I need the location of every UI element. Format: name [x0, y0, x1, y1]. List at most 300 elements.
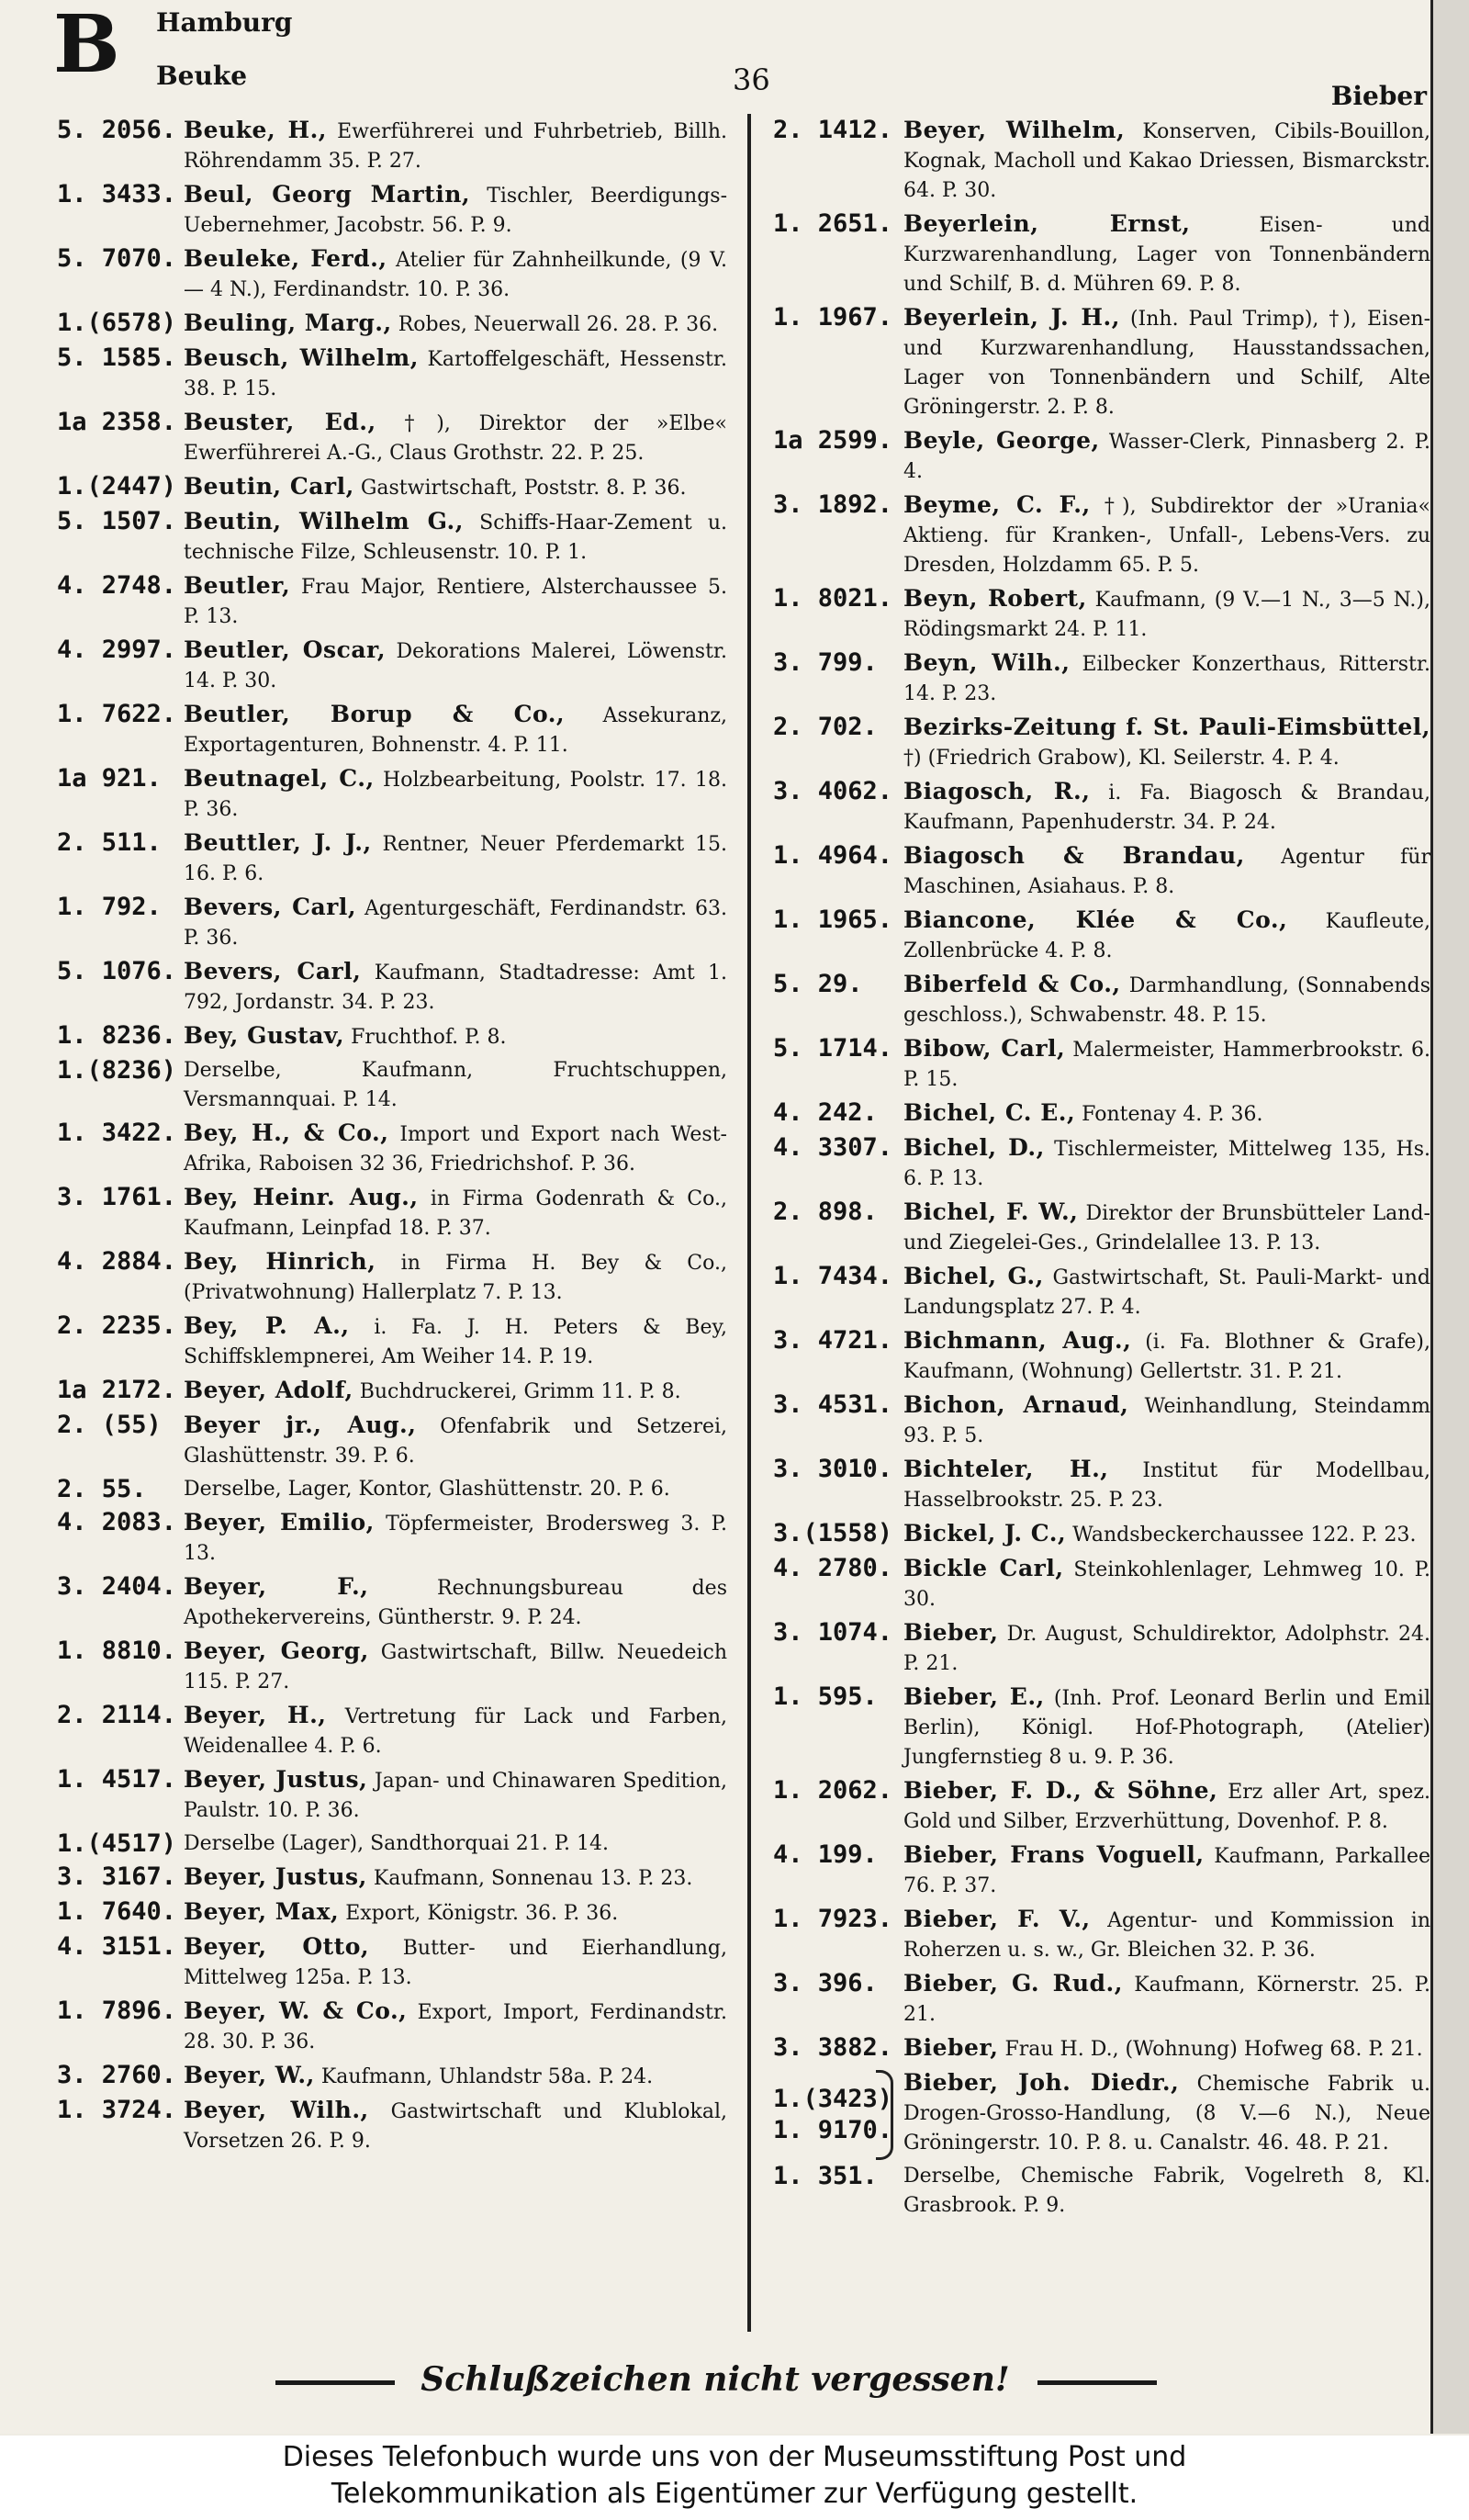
entry-details: Konserven, Cibils-Bouillon, Kognak, Macholl und Kakao Driessen, Bismarckstr. 64. P. 30.	[903, 120, 1430, 202]
entry-number: 2. 898.	[773, 1198, 878, 1226]
entry-name: Bichmann, Aug.,	[903, 1327, 1132, 1354]
entry-name: Beyer, F.,	[184, 1573, 369, 1600]
entry-number: 1.(4517)	[57, 1829, 177, 1858]
directory-entry	[57, 636, 727, 696]
entry-text	[903, 2033, 1430, 2064]
entry-details: Kaufmann, (9 V.—1 N., 3—5 N.), Rödingsmarkt 24. P. 11.	[903, 589, 1430, 641]
entry-name: Bevers, Carl,	[184, 894, 357, 920]
entry-name: Beyer, Emilio,	[184, 1509, 375, 1536]
credit-line-2: Telekommunikation als Eigentümer zur Verfügung gestellt.	[331, 2478, 1138, 2510]
entry-text	[184, 1376, 727, 1407]
directory-entry	[773, 1776, 1430, 1837]
entry-number: 1. 8021.	[773, 584, 893, 613]
entry-details: Assekuranz, Exportagenturen, Bohnenstr. 4. P. 11.	[184, 704, 727, 757]
entry-number: 1. 792.	[57, 893, 162, 921]
directory-entry	[57, 1862, 727, 1894]
entry-details: Kartoffelgeschäft, Hessenstr. 38. P. 15.	[184, 348, 727, 400]
entry-name: Bieber, G. Rud.,	[903, 1970, 1123, 1997]
entry-text	[184, 957, 727, 1018]
entry-details: i. Fa. Biagosch & Brandau, Kaufmann, Papenhuderstr. 34. P. 24.	[903, 782, 1430, 834]
entry-details: Japan- und Chinawaren Spedition, Paulstr. 10. P. 36.	[184, 1770, 727, 1822]
adjacent-page-edge	[1430, 0, 1469, 2434]
entry-name: Bezirks-Zeitung f. St. Pauli-Eimsbüttel,	[903, 714, 1430, 740]
directory-entry	[57, 957, 727, 1018]
entry-details: Gastwirtschaft, Poststr. 8. P. 36.	[360, 477, 687, 500]
entry-text	[903, 1198, 1430, 1258]
entry-number: 4. 3151.	[57, 1932, 177, 1961]
entry-name: Beuttler, J. J.,	[184, 829, 372, 856]
entry-name: Beyer, Otto,	[184, 1933, 370, 1960]
entry-text	[184, 636, 727, 696]
entry-number: 1. 7434.	[773, 1262, 893, 1290]
entry-number: 5. 7070.	[57, 244, 177, 273]
entry-name: Beutin, Carl,	[184, 473, 354, 500]
directory-entry	[57, 1376, 727, 1407]
credit-line-1: Dieses Telefonbuch wurde uns von der Museumsstiftung Post und	[282, 2441, 1187, 2473]
directory-entry	[57, 1932, 727, 1993]
entry-details: Import und Export nach West-Afrika, Raboisen 32 36, Friedrichshof. P. 36.	[184, 1123, 727, 1176]
entry-details: Ofenfabrik und Setzerei, Glashüttenstr. 39. P. 6.	[184, 1415, 728, 1468]
entry-number: 4. 2997.	[57, 636, 177, 664]
entry-number: 1. 4517.	[57, 1765, 177, 1794]
entry-number: 2. 702.	[773, 713, 878, 741]
entry-details: (Inh. Paul Trimp), †), Eisen- und Kurzwarenhandlung, Hausstandssachen, Lager von Tonnenbändern und Schilf, Alte Gröningerstr. 2. P. 8.	[903, 308, 1430, 419]
entry-number: 3. 2404.	[57, 1572, 177, 1601]
directory-entry	[773, 1905, 1430, 1965]
entry-number: 4. 199.	[773, 1840, 878, 1869]
entry-number: 1a 2172.	[57, 1376, 177, 1404]
directory-entry	[773, 970, 1430, 1030]
entry-number: 2. 2235.	[57, 1311, 177, 1340]
entry-name: Beuleke, Ferd.,	[184, 245, 387, 272]
directory-entry	[773, 490, 1430, 580]
directory-entry	[57, 1311, 727, 1372]
entry-details: Kaufmann, Körnerstr. 25. P. 21.	[903, 1974, 1430, 2026]
directory-entry	[773, 648, 1430, 709]
directory-entry	[773, 2033, 1430, 2064]
entry-text	[184, 1183, 727, 1243]
entry-details: Ewerführerei und Fuhrbetrieb, Billh. Röhrendamm 35. P. 27.	[184, 120, 727, 173]
entry-number: 3. 2760.	[57, 2061, 177, 2089]
entry-text	[903, 1262, 1430, 1322]
entry-text	[903, 1326, 1430, 1387]
entry-details: Gastwirtschaft und Klublokal, Vorsetzen 26. P. 9.	[184, 2100, 727, 2153]
entry-details: Weinhandlung, Steindamm 93. P. 5.	[903, 1395, 1430, 1447]
entry-text	[184, 309, 727, 340]
entry-name: Beyerlein, J. H.,	[903, 304, 1120, 331]
entry-text	[184, 180, 727, 241]
entry-name: Bieber, E.,	[903, 1683, 1045, 1710]
right-column	[773, 116, 1430, 2224]
entry-number: 1. 7923.	[773, 1905, 893, 1933]
directory-entry	[57, 700, 727, 760]
entry-details: Tischler, Beerdigungs-Uebernehmer, Jacobstr. 56. P. 9.	[184, 185, 728, 237]
entry-text	[903, 116, 1430, 206]
entry-name: Beyer, Wilh.,	[184, 2097, 369, 2123]
entry-number: 1. 1967.	[773, 303, 893, 332]
entry-text	[903, 777, 1430, 838]
directory-entry	[773, 1262, 1430, 1322]
entry-name: Bey, P. A.,	[184, 1312, 350, 1339]
entry-name: Bieber, F. V.,	[903, 1906, 1091, 1932]
entry-text	[903, 906, 1430, 966]
entry-number: 2. 2114.	[57, 1701, 177, 1729]
entry-details: Rentner, Neuer Pferdemarkt 15. 16. P. 6.	[184, 833, 727, 885]
directory-entry	[773, 303, 1430, 422]
entry-text	[903, 1034, 1430, 1095]
bracket-entry	[773, 2068, 1430, 2158]
entry-details: in Firma Godenrath & Co., Kaufmann, Leinpfad 18. P. 37.	[184, 1187, 727, 1240]
directory-entry	[57, 2096, 727, 2156]
entry-number: 3. 4062.	[773, 777, 893, 805]
footer-rule-right	[1037, 2380, 1157, 2385]
entry-text	[184, 828, 727, 889]
entry-text	[184, 1572, 727, 1633]
entry-name: Beyerlein, Ernst,	[903, 210, 1191, 237]
entry-name: Bibow, Carl,	[903, 1035, 1066, 1062]
left-column	[57, 116, 727, 2160]
entry-name: Bichteler, H.,	[903, 1456, 1109, 1482]
entry-name: Beyer jr., Aug.,	[184, 1412, 417, 1438]
entry-text	[903, 1840, 1430, 1901]
entry-name: Beyle, George,	[903, 427, 1100, 454]
directory-entry	[57, 828, 727, 889]
entry-number: 1. 1965.	[773, 906, 893, 934]
entry-text	[903, 2162, 1430, 2221]
entry-number: 1. 7896.	[57, 1997, 177, 2025]
directory-entry	[57, 893, 727, 953]
header-city: Hamburg	[156, 7, 293, 38]
entry-number: 2. (55)	[57, 1411, 162, 1439]
entry-text	[184, 1311, 727, 1372]
entry-name: Beuke, H.,	[184, 117, 327, 143]
entry-text	[903, 841, 1430, 902]
directory-entry	[57, 343, 727, 404]
entry-name: Bieber, Joh. Diedr.,	[903, 2069, 1180, 2096]
entry-text	[184, 343, 727, 404]
entry-number: 1. 2062.	[773, 1776, 893, 1805]
entry-name: Beutler,	[184, 572, 291, 599]
entry-text	[903, 1682, 1430, 1772]
entry-name: Beuling, Marg.,	[184, 309, 392, 336]
entry-name: Bickle Carl,	[903, 1555, 1064, 1581]
entry-text	[903, 1905, 1430, 1965]
entry-text	[184, 1411, 727, 1471]
entry-text	[903, 1455, 1430, 1515]
entry-text	[184, 1862, 727, 1894]
directory-entry	[773, 777, 1430, 838]
directory-entry	[773, 1326, 1430, 1387]
entry-text	[184, 116, 727, 176]
directory-entry	[773, 1840, 1430, 1901]
entry-number: 3. 799.	[773, 648, 878, 677]
credit-notice	[0, 2436, 1469, 2520]
directory-entry	[57, 408, 727, 468]
directory-entry	[57, 1637, 727, 1697]
entry-details: Derselbe, Lager, Kontor, Glashüttenstr. 20. P. 6.	[184, 1478, 670, 1501]
section-letter: B	[53, 0, 120, 91]
entry-number: 1. 3422.	[57, 1119, 177, 1147]
entry-number: 3. 4531.	[773, 1390, 893, 1419]
entry-number: 4. 2748.	[57, 571, 177, 600]
entry-number: 3. 1761.	[57, 1183, 177, 1211]
entry-details: Kaufleute, Zollenbrücke 4. P. 8.	[903, 910, 1430, 962]
entry-name: Bieber, Frans Voguell,	[903, 1841, 1205, 1868]
entry-number: 3. 4721.	[773, 1326, 893, 1355]
entry-details: Frau Major, Rentiere, Alsterchaussee 5. P. 13.	[184, 576, 727, 628]
entry-details: Gastwirtschaft, Billw. Neuedeich 115. P. 27.	[184, 1641, 727, 1693]
entry-name: Beyer, Adolf,	[184, 1377, 353, 1403]
entry-number: 1. 8810.	[57, 1637, 177, 1665]
entry-number: 3. 1892.	[773, 490, 893, 519]
right-entry-list	[773, 116, 1430, 2064]
directory-entry	[57, 309, 727, 340]
entry-number: 1. 4964.	[773, 841, 893, 870]
entry-text	[903, 1554, 1430, 1614]
directory-entry	[773, 1969, 1430, 2030]
directory-entry	[773, 584, 1430, 645]
entry-name: Beyer, Max,	[184, 1898, 340, 1925]
entry-details: Vertretung für Lack und Farben, Weidenallee 4. P. 6.	[184, 1705, 727, 1758]
entry-name: Bevers, Carl,	[184, 958, 362, 984]
entry-details: Buchdruckerei, Grimm 11. P. 8.	[359, 1380, 681, 1403]
header-range-from: Beuke	[156, 61, 248, 91]
entry-details: Export, Königstr. 36. P. 36.	[345, 1902, 619, 1925]
entry-text	[184, 1119, 727, 1179]
entry-name: Biancone, Klée & Co.,	[903, 906, 1288, 933]
entry-text	[184, 571, 727, 632]
entry-text	[184, 1056, 727, 1115]
entry-name: Beyer, Wilhelm,	[903, 117, 1126, 143]
directory-entry	[773, 1519, 1430, 1550]
entry-text	[903, 1390, 1430, 1451]
entry-text	[184, 700, 727, 760]
entry-details: †) (Friedrich Grabow), Kl. Seilerstr. 4. P. 4.	[903, 747, 1340, 770]
entry-name: Bichel, G.,	[903, 1263, 1044, 1289]
entry-text	[903, 1618, 1430, 1679]
entry-number: 1. 7640.	[57, 1897, 177, 1926]
directory-entry	[773, 841, 1430, 902]
entry-text	[184, 1932, 727, 1993]
directory-entry	[773, 1098, 1430, 1130]
entry-details: in Firma H. Bey & Co., (Privatwohnung) Hallerplatz 7. P. 13.	[184, 1252, 727, 1304]
entry-number: 5. 1507.	[57, 507, 177, 535]
entry-details: Wandsbeckerchaussee 122. P. 23.	[1072, 1524, 1417, 1547]
entry-details: Derselbe, Kaufmann, Fruchtschuppen, Versmannquai. P. 14.	[184, 1059, 727, 1111]
entry-name: Bickel, J. C.,	[903, 1520, 1067, 1547]
entry-details: Gastwirtschaft, St. Pauli-Markt- und Landungsplatz 27. P. 4.	[903, 1266, 1430, 1319]
entry-details: (Inh. Prof. Leonard Berlin und Emil Berlin), Königl. Hof-Photograph, (Atelier) Jungfernstieg 8 u. 9. P. 36.	[903, 1687, 1430, 1769]
entry-number: 5. 1714.	[773, 1034, 893, 1063]
entry-name: Bichel, F. W.,	[903, 1198, 1079, 1225]
page-header	[0, 0, 1430, 110]
entry-number: 1. 2651.	[773, 209, 893, 238]
entry-name: Beyer, Georg,	[184, 1637, 369, 1664]
entry-number: 4. 2083.	[57, 1508, 177, 1536]
entry-number: 1. 8236.	[57, 1021, 177, 1050]
entry-number: 5. 1585.	[57, 343, 177, 372]
entry-number: 4. 3307.	[773, 1133, 893, 1162]
entry-name: Beyn, Wilh.,	[903, 649, 1071, 676]
entry-details: Fruchthof. P. 8.	[351, 1026, 507, 1049]
entry-name: Beyme, C. F.,	[903, 491, 1091, 518]
directory-entry	[57, 1119, 727, 1179]
entry-details: Steinkohlenlager, Lehmweg 10. P. 30.	[903, 1558, 1430, 1611]
entry-details: Schiffs-Haar-Zement u. technische Filze, Schleusenstr. 10. P. 1.	[184, 512, 727, 564]
entry-text	[903, 490, 1430, 580]
entry-details: Frau H. D., (Wohnung) Hofweg 68. P. 21.	[1004, 2038, 1423, 2061]
entry-details: (i. Fa. Blothner & Grafe), Kaufmann, (Wohnung) Gellertstr. 31. P. 21.	[903, 1331, 1430, 1383]
entry-text	[184, 472, 727, 503]
entry-number: 1a 921.	[57, 764, 162, 793]
directory-entry	[773, 1198, 1430, 1258]
entry-number: 1. 595.	[773, 1682, 878, 1711]
entry-details: Malermeister, Hammerbrookstr. 6. P. 15.	[903, 1039, 1430, 1091]
directory-entry	[773, 1618, 1430, 1679]
directory-entry	[57, 2061, 727, 2092]
entry-text	[184, 1247, 727, 1308]
directory-entry	[773, 1682, 1430, 1772]
entry-name: Biagosch & Brandau,	[903, 842, 1245, 869]
entry-details: Institut für Modellbau, Hasselbrookstr. 25. P. 23.	[903, 1459, 1430, 1512]
entry-details: Eisen- und Kurzwarenhandlung, Lager von Tonnenbändern und Schilf, B. d. Mühren 69. P. 8.	[903, 214, 1430, 296]
entry-number: 4. 242.	[773, 1098, 878, 1127]
entry-number: 2. 1412.	[773, 116, 893, 144]
page-number: 36	[733, 62, 770, 97]
entry-name: Beutnagel, C.,	[184, 765, 375, 792]
entry-number: 3. 1074.	[773, 1618, 893, 1647]
entry-name: Beyer, W. & Co.,	[184, 1997, 408, 2024]
entry-text	[184, 1829, 727, 1859]
directory-entry	[57, 764, 727, 825]
directory-entry	[57, 1247, 727, 1308]
last-entry	[773, 2162, 1430, 2221]
directory-entry	[57, 472, 727, 503]
entry-text	[903, 426, 1430, 487]
entry-details: Erz aller Art, spez. Gold und Silber, Erzverhüttung, Dovenhof. P. 8.	[903, 1781, 1430, 1833]
entry-details: Export, Import, Ferdinandstr. 28. 30. P. 36.	[184, 2001, 727, 2053]
entry-text	[184, 1637, 727, 1697]
directory-entry	[57, 1411, 727, 1471]
directory-entry	[57, 1701, 727, 1761]
entry-name: Bichon, Arnaud,	[903, 1391, 1129, 1418]
directory-entry	[773, 1034, 1430, 1095]
entry-number: 3. 3882.	[773, 2033, 893, 2062]
entry-text	[184, 408, 727, 468]
entry-text	[184, 1997, 727, 2057]
footer-banner-text: Schlußzeichen nicht vergessen!	[421, 2360, 1010, 2399]
entry-name: Beusch, Wilhelm,	[184, 344, 419, 371]
entry-number: 1. 3724.	[57, 2096, 177, 2124]
entry-number: 3. 3010.	[773, 1455, 893, 1483]
entry-number: 1.(6578)	[57, 309, 177, 337]
entry-details: Kaufmann, Sonnenau 13. P. 23.	[373, 1867, 693, 1890]
entry-details: Derselbe, Chemische Fabrik, Vogelreth 8, Kl. Grasbrook. P. 9.	[903, 2165, 1430, 2217]
directory-entry	[57, 1183, 727, 1243]
column-divider	[747, 114, 751, 2332]
entry-text	[903, 1133, 1430, 1194]
entry-name: Beyer, W.,	[184, 2062, 315, 2088]
entry-number: 3.(1558)	[773, 1519, 893, 1547]
entry-details: Chemische Fabrik u. Drogen-Grosso-Handlung, (8 V.—6 N.), Neue Gröningerstr. 10. P. 8. u. Canalstr. 46. 48. P. 21.	[903, 2073, 1430, 2154]
entry-text	[184, 1475, 727, 1504]
directory-entry	[57, 1572, 727, 1633]
entry-details: Atelier für Zahnheilkunde, (9 V. — 4 N.), Ferdinandstr. 10. P. 36.	[184, 249, 727, 301]
entry-text	[903, 1519, 1430, 1550]
entry-text	[184, 764, 727, 825]
entry-number: 1a 2599.	[773, 426, 893, 455]
entry-details: Tischlermeister, Mittelweg 135, Hs. 6. P. 13.	[903, 1138, 1430, 1190]
entry-name: Beul, Georg Martin,	[184, 181, 471, 208]
directory-entry	[773, 1133, 1430, 1194]
entry-name: Bichel, C. E.,	[903, 1099, 1076, 1126]
entry-number: 4. 2884.	[57, 1247, 177, 1276]
directory-entry	[57, 1021, 727, 1052]
entry-details: Kaufmann, Parkallee 76. P. 37.	[903, 1845, 1430, 1897]
entry-details: Holzbearbeitung, Poolstr. 17. 18. P. 36.	[184, 769, 727, 821]
entry-number: 1. 351.	[773, 2162, 878, 2190]
entry-name: Bey, Gustav,	[184, 1022, 345, 1049]
footer-rule-left	[275, 2380, 395, 2385]
entry-name: Beuster, Ed.,	[184, 409, 376, 435]
entry-text	[184, 507, 727, 568]
entry-name: Bey, H., & Co.,	[184, 1119, 389, 1146]
entry-text	[903, 713, 1430, 773]
entry-details: Wasser-Clerk, Pinnasberg 2. P. 4.	[903, 431, 1430, 483]
entry-name: Beyer, Justus,	[184, 1766, 368, 1793]
directory-entry	[57, 1829, 727, 1859]
entry-name: Beutler, Oscar,	[184, 636, 387, 663]
directory-entry	[57, 1475, 727, 1504]
entry-text	[184, 1508, 727, 1569]
entry-details: Kaufmann, Uhlandstr 58a. P. 24.	[320, 2065, 654, 2088]
entry-details: Töpfermeister, Brodersweg 3. P. 13.	[184, 1513, 727, 1565]
entry-name: Beutler, Borup & Co.,	[184, 701, 566, 727]
entry-text	[184, 2061, 727, 2092]
directory-entry	[57, 1508, 727, 1569]
entry-name: Beyn, Robert,	[903, 585, 1087, 612]
entry-text	[184, 893, 727, 953]
entry-number-a: 1.(3423)	[773, 2085, 893, 2113]
entry-details: Butter- und Eierhandlung, Mittelweg 125a. P. 13.	[184, 1937, 727, 1989]
entry-name: Bieber,	[903, 1619, 999, 1646]
entry-name: Beyer, H.,	[184, 1702, 327, 1728]
directory-entry	[57, 1997, 727, 2057]
header-range-to: Bieber	[1330, 81, 1427, 111]
entry-text	[903, 303, 1430, 422]
entry-text	[903, 1969, 1430, 2030]
entry-name: Biagosch, R.,	[903, 778, 1091, 804]
directory-entry	[773, 1455, 1430, 1515]
entry-text	[184, 1701, 727, 1761]
entry-details: Dr. August, Schuldirektor, Adolphstr. 24. P. 21.	[903, 1623, 1430, 1675]
entry-details: Agentur für Maschinen, Asiahaus. P. 8.	[903, 846, 1430, 898]
entry-details: Kaufmann, Stadtadresse: Amt 1. 792, Jordanstr. 34. P. 23.	[184, 962, 727, 1014]
entry-number: 1a 2358.	[57, 408, 177, 436]
directory-entry	[57, 116, 727, 176]
entry-number: 1. 7622.	[57, 700, 177, 728]
entry-number: 3. 396.	[773, 1969, 878, 1997]
entry-text	[903, 1098, 1430, 1130]
entry-number-b: 1. 9170.	[773, 2116, 893, 2144]
directory-entry	[57, 244, 727, 305]
directory-entry	[773, 713, 1430, 773]
entry-details: †), Subdirektor der »Urania« Aktieng. für Kranken-, Unfall-, Lebens-Vers. zu Dresden, Holzdamm 65. P. 5.	[903, 495, 1430, 577]
entry-text	[903, 209, 1430, 299]
directory-entry	[57, 1897, 727, 1929]
entry-name: Beutin, Wilhelm G.,	[184, 508, 464, 534]
entry-details: Eilbecker Konzerthaus, Ritterstr. 14. P. 23.	[903, 653, 1430, 705]
